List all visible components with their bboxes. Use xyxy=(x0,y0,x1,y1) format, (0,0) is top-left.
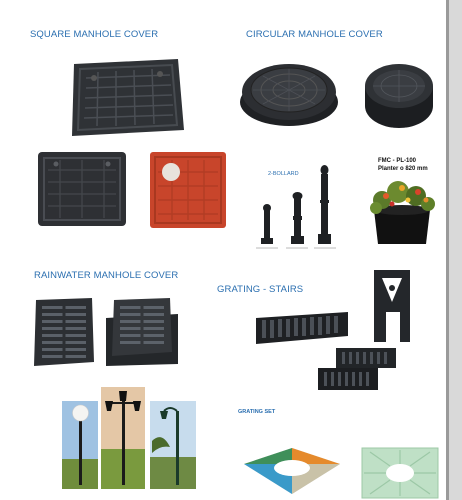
heading-grating-stairs: GRATING - STAIRS xyxy=(217,284,304,295)
grating-stair-steps-image xyxy=(316,346,398,392)
bollard-drawings-image xyxy=(248,160,342,254)
page-edge-bar xyxy=(446,0,462,500)
planter-image xyxy=(362,178,442,246)
heading-grating-set: GRATING SET xyxy=(238,409,276,415)
square-cover-red-image xyxy=(148,150,228,230)
heading-circular-manhole: CIRCULAR MANHOLE COVER xyxy=(246,29,383,40)
planter-size: Planter o 820 mm xyxy=(378,166,428,172)
circular-cover-flat-image xyxy=(238,52,340,130)
bollard-label: 2-BOLLARD xyxy=(268,171,299,177)
grating-stair-long-image xyxy=(254,310,350,346)
circular-cover-deep-image xyxy=(362,56,436,132)
heading-rainwater-manhole: RAINWATER MANHOLE COVER xyxy=(34,270,179,281)
heading-square-manhole: SQUARE MANHOLE COVER xyxy=(30,29,159,40)
lamp-photo-1 xyxy=(62,401,98,489)
square-cover-large-image xyxy=(68,56,186,140)
grating-stair-frame-image xyxy=(372,268,412,344)
rainwater-cover-right-image xyxy=(104,296,180,368)
rainwater-cover-left-image xyxy=(32,296,96,368)
planter-code: FMC - PL-100 xyxy=(378,158,417,164)
square-cover-small-image xyxy=(36,150,128,228)
lamp-photo-3 xyxy=(150,401,196,489)
lamp-photo-2 xyxy=(101,387,145,489)
grating-set-green-image xyxy=(360,446,440,500)
grating-set-colored-image xyxy=(242,446,342,496)
